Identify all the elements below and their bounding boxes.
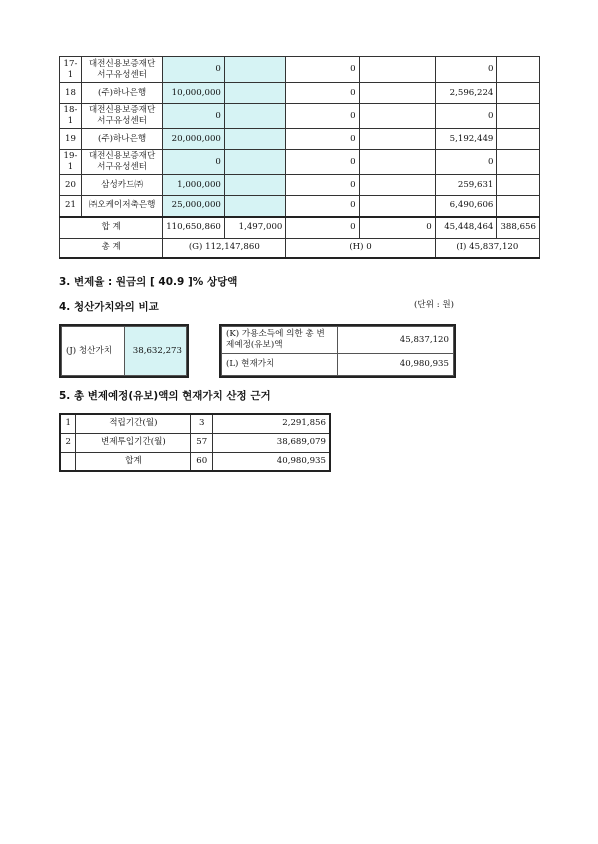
liquidation-value-box: [59, 324, 189, 378]
amount-cell: [359, 196, 435, 217]
creditor-no: 19: [60, 129, 82, 150]
total-h: (H) 0: [286, 239, 435, 258]
table-row: [60, 57, 540, 83]
amount-cell: 0: [435, 104, 497, 129]
liquidation-value: 38,632,273: [124, 327, 187, 376]
creditor-table-body: [60, 57, 540, 258]
secured-cell: [224, 83, 286, 104]
table-row: [60, 150, 540, 175]
basis-value: 38,689,079: [213, 433, 330, 452]
principal-cell: 1,000,000: [163, 175, 225, 196]
section3-heading: 3. 변제율 : 원금의 [ 40.9 ]% 상당액: [59, 276, 238, 288]
subtotal-amount: 45,448,464: [435, 217, 497, 239]
liquidation-value-label: (J) 청산가치: [62, 327, 125, 376]
subtotal-amount: 388,656: [497, 217, 540, 239]
principal-cell: 20,000,000: [163, 129, 225, 150]
amount-cell: 259,631: [435, 175, 497, 196]
basis-no: 1: [60, 414, 76, 433]
amount-cell: [497, 129, 540, 150]
subtotal-principal: 110,650,860: [163, 217, 225, 239]
secured-cell: [224, 129, 286, 150]
amount-cell: 0: [286, 57, 359, 83]
amount-cell: 0: [435, 150, 497, 175]
subtotal-secured: 1,497,000: [224, 217, 286, 239]
secured-cell: [224, 104, 286, 129]
total-row: [60, 239, 540, 258]
amount-cell: [497, 150, 540, 175]
subtotal-amount: 0: [359, 217, 435, 239]
principal-cell: 25,000,000: [163, 196, 225, 217]
creditor-no: 21: [60, 196, 82, 217]
creditor-name: 삼성카드㈜: [81, 175, 162, 196]
amount-cell: 0: [286, 196, 359, 217]
creditor-no: 18-1: [60, 104, 82, 129]
total-i: (I) 45,837,120: [435, 239, 539, 258]
creditor-name: 대전신용보증재단 서구유성센터: [81, 150, 162, 175]
amount-cell: [359, 129, 435, 150]
creditor-name: 대전신용보증재단 서구유성센터: [81, 57, 162, 83]
section5-heading: 5. 총 변제예정(유보)액의 현재가치 산정 근거: [59, 390, 271, 402]
basis-label: 변제투입기간(월): [76, 433, 191, 452]
subtotal-amount: 0: [286, 217, 359, 239]
basis-label: 적립기간(월): [76, 414, 191, 433]
creditor-name: (주)하나은행: [81, 83, 162, 104]
amount-cell: [497, 104, 540, 129]
principal-cell: 0: [163, 150, 225, 175]
unit-label: (단위 : 원): [414, 300, 454, 310]
total-label: 총 계: [60, 239, 163, 258]
amount-cell: 0: [435, 57, 497, 83]
total-g: (G) 112,147,860: [163, 239, 286, 258]
basis-months: 60: [191, 452, 213, 471]
secured-cell: [224, 150, 286, 175]
amount-cell: [497, 83, 540, 104]
table-row: [60, 414, 330, 433]
principal-cell: 0: [163, 57, 225, 83]
amount-cell: [359, 57, 435, 83]
secured-cell: [224, 57, 286, 83]
basis-no: [60, 452, 76, 471]
table-row: [60, 129, 540, 150]
present-value-basis-table: [59, 413, 331, 472]
basis-value: 40,980,935: [213, 452, 330, 471]
amount-cell: 0: [286, 129, 359, 150]
table-row: [60, 196, 540, 217]
table-row: [60, 104, 540, 129]
principal-cell: 0: [163, 104, 225, 129]
amount-cell: [359, 150, 435, 175]
amount-cell: [359, 104, 435, 129]
amount-cell: [359, 175, 435, 196]
creditor-name: 대전신용보증재단 서구유성센터: [81, 104, 162, 129]
amount-cell: 5,192,449: [435, 129, 497, 150]
amount-cell: 0: [286, 175, 359, 196]
secured-cell: [224, 175, 286, 196]
table-row: [60, 452, 330, 471]
creditor-no: 18: [60, 83, 82, 104]
repayment-comparison-box: [219, 324, 456, 378]
secured-cell: [224, 196, 286, 217]
creditor-no: 17-1: [60, 57, 82, 83]
principal-cell: 10,000,000: [163, 83, 225, 104]
creditor-name: (주)하나은행: [81, 129, 162, 150]
basis-label: 합계: [76, 452, 191, 471]
available-income-repayment-value: 45,837,120: [338, 327, 454, 354]
amount-cell: [497, 57, 540, 83]
amount-cell: 2,596,224: [435, 83, 497, 104]
creditor-table: [59, 56, 540, 259]
table-row: [60, 83, 540, 104]
present-value-label: (L) 현재가치: [222, 354, 338, 376]
amount-cell: 6,490,606: [435, 196, 497, 217]
table-row: [60, 175, 540, 196]
amount-cell: 0: [286, 150, 359, 175]
table-row: [60, 433, 330, 452]
basis-value: 2,291,856: [213, 414, 330, 433]
subtotal-label: 합 계: [60, 217, 163, 239]
creditor-no: 20: [60, 175, 82, 196]
amount-cell: [497, 175, 540, 196]
present-value-value: 40,980,935: [338, 354, 454, 376]
basis-months: 57: [191, 433, 213, 452]
subtotal-row: [60, 217, 540, 239]
creditor-no: 19-1: [60, 150, 82, 175]
available-income-repayment-label: (K) 가용소득에 의한 총 변제예정(유보)액: [222, 327, 338, 354]
amount-cell: 0: [286, 104, 359, 129]
creditor-name: ㈜오케이저축은행: [81, 196, 162, 217]
amount-cell: [497, 196, 540, 217]
section4-heading: 4. 청산가치와의 비교: [59, 301, 159, 313]
basis-no: 2: [60, 433, 76, 452]
amount-cell: 0: [286, 83, 359, 104]
basis-months: 3: [191, 414, 213, 433]
amount-cell: [359, 83, 435, 104]
